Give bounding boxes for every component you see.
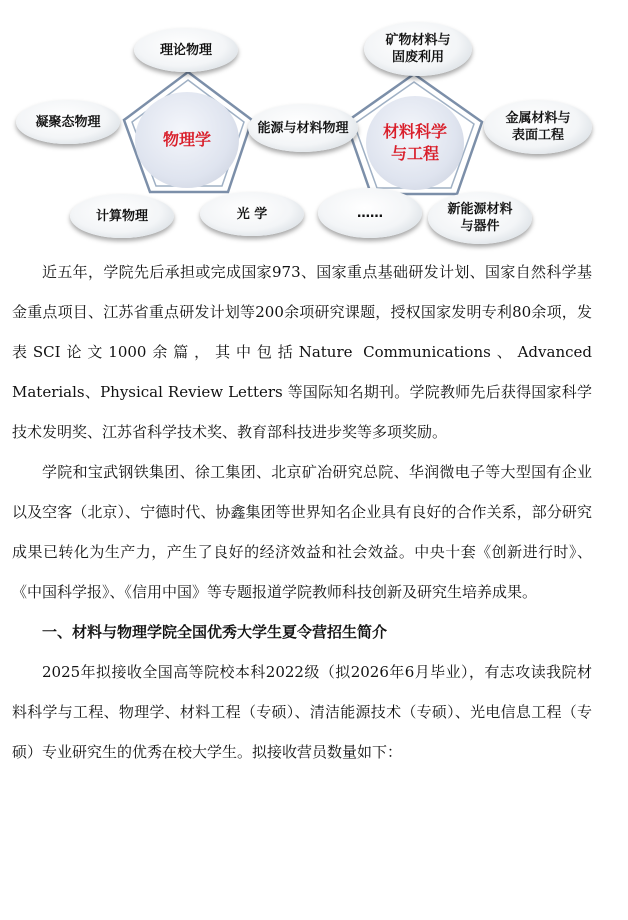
bubble-condensed-matter: 凝聚态物理: [16, 100, 120, 144]
bubble-new-energy-materials: 新能源材料与器件: [428, 192, 532, 244]
materials-center: 材料科学与工程: [366, 96, 464, 190]
bubble-theoretical-physics: 理论物理: [134, 28, 238, 72]
paragraph-admission: 2025年拟接收全国高等院校本科2022级（拟2026年6月毕业），有志攻读我院材料科学与工程、物理学、材料工程（专硕）、清洁能源技术（专硕）、光电信息工程（专硕）专业研究生的优秀在校大学生。拟接收营员数量如下：: [12, 663, 592, 761]
section-heading: 一、材料与物理学院全国优秀大学生夏令营招生简介: [42, 623, 388, 641]
physics-center: 物理学: [135, 92, 239, 188]
research-fields-diagram: [0, 0, 628, 250]
document-body: [12, 252, 592, 772]
bubble-energy-materials-physics: 能源与材料物理: [248, 104, 358, 152]
bubble-computational-physics: 计算物理: [70, 194, 174, 238]
bubble-mineral-materials: 矿物材料与固废利用: [364, 22, 472, 76]
bubble-optics: 光 学: [200, 192, 304, 236]
bubble-ellipsis: ……: [318, 188, 422, 238]
paragraph-research-achievements: 近五年，学院先后承担或完成国家973、国家重点基础研发计划、国家自然科学基金重点项目、江苏省重点研发计划等200余项研究课题，授权国家发明专利80余项，发表SCI论文1000余篇，其中包括Nature Communications、Advanced Materials、Physical Review Letters 等国际知名期刊。学院教师先后获得国家科学技术发明奖、江苏省科学技术奖、教育部科技进步奖等多项奖励。: [12, 263, 592, 441]
paragraph-industry-cooperation: 学院和宝武钢铁集团、徐工集团、北京矿冶研究总院、华润微电子等大型国有企业以及空客（北京）、宁德时代、协鑫集团等世界知名企业具有良好的合作关系，部分研究成果已转化为生产力，产生了良好的经济效益和社会效益。中央十套《创新进行时》、《中国科学报》、《信用中国》等专题报道学院教师科技创新及研究生培养成果。: [12, 463, 592, 601]
bubble-metal-materials: 金属材料与表面工程: [484, 100, 592, 154]
